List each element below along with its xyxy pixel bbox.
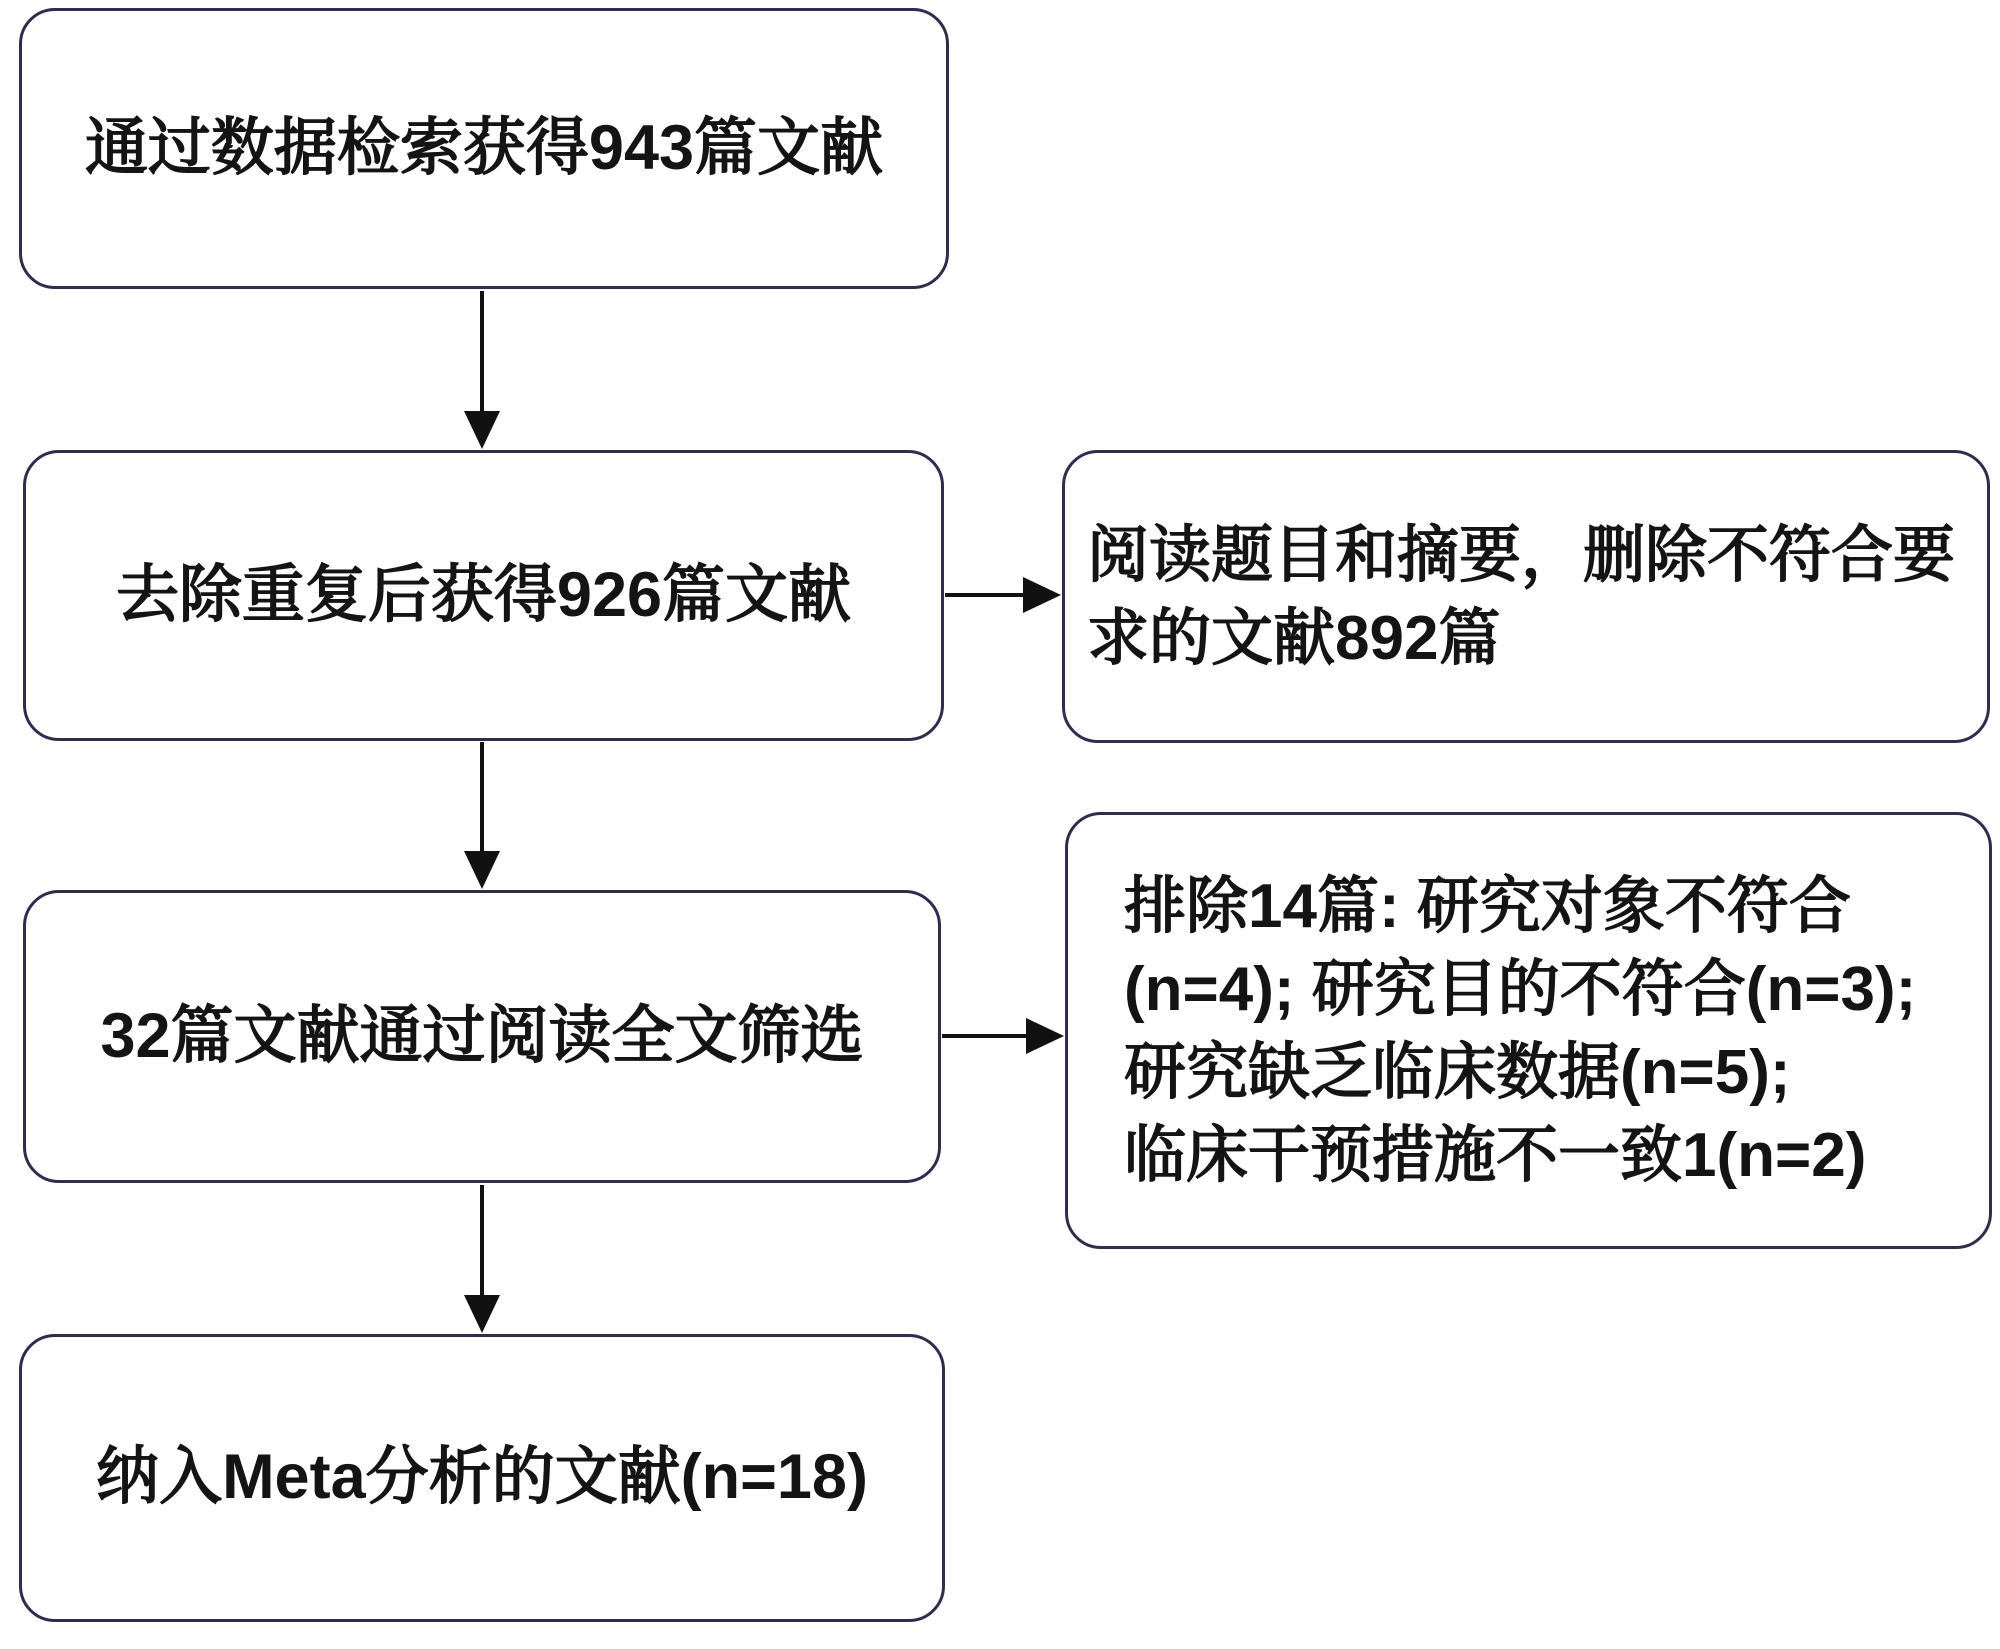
arrow-step1-step2 xyxy=(464,291,500,449)
node-included-meta-analysis-label: 纳入Meta分析的文献(n=18) xyxy=(96,1442,868,1513)
excluded-fulltext-line-4: 临床干预措施不一致1(n=2) xyxy=(1124,1120,1867,1190)
arrow-step2-exclusion1 xyxy=(945,577,1061,613)
node-fulltext-screening xyxy=(23,890,941,1183)
node-fulltext-screening-label: 32篇文献通过阅读全文筛选 xyxy=(100,1000,864,1071)
arrow-step2-step3 xyxy=(464,742,500,889)
node-excluded-title-abstract xyxy=(1062,450,1990,743)
node-excluded-fulltext-reasons xyxy=(1065,812,1992,1249)
node-database-search-label: 通过数据检索获得943篇文献 xyxy=(84,112,884,183)
excluded-fulltext-line-1: 排除14篇: 研究对象不符合 xyxy=(1124,871,1851,941)
node-after-deduplication xyxy=(23,450,944,741)
excluded-fulltext-line-2: (n=4); 研究目的不符合(n=3); xyxy=(1124,954,1917,1024)
arrow-step3-exclusion2 xyxy=(942,1018,1064,1054)
excluded-title-abstract-line-1: 阅读题目和摘要，删除不符合要 xyxy=(1087,520,1956,590)
node-after-deduplication-label: 去除重复后获得926篇文献 xyxy=(115,559,852,630)
node-database-search xyxy=(19,8,949,289)
node-included-meta-analysis xyxy=(19,1334,945,1622)
excluded-fulltext-line-3: 研究缺乏临床数据(n=5); xyxy=(1124,1037,1791,1107)
excluded-title-abstract-line-2: 求的文献892篇 xyxy=(1087,603,1501,673)
arrow-step3-step4 xyxy=(464,1185,500,1333)
